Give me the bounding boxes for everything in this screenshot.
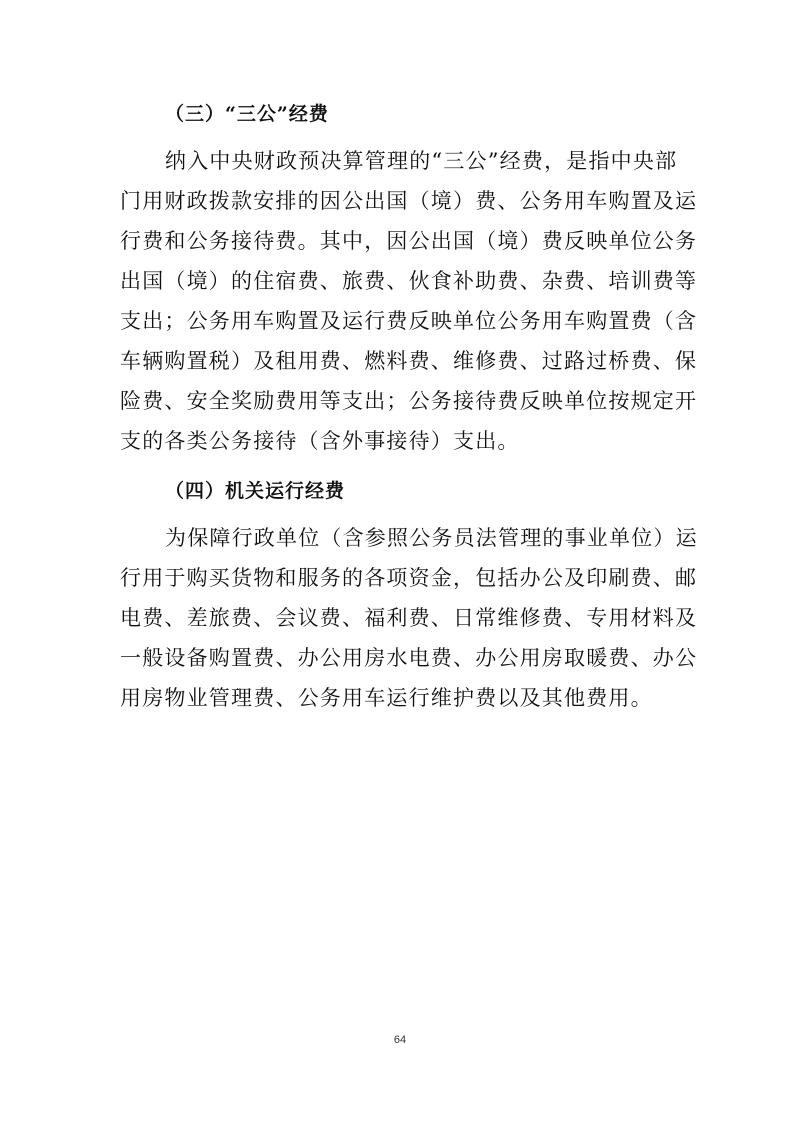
paragraph-line: 行费和公务接待费。其中，因公出国（境）费反映单位公务 (120, 229, 698, 253)
paragraph-line: 出国（境）的住宿费、旅费、伙食补助费、杂费、培训费等 (120, 269, 698, 293)
paragraph-line: 一般设备购置费、办公用房水电费、办公用房取暖费、办公 (120, 646, 698, 670)
paragraph-line: 支出；公务用车购置及运行费反映单位公务用车购置费（含 (120, 309, 698, 333)
paragraph-line: 用房物业管理费、公务用车运行维护费以及其他费用。 (120, 686, 653, 710)
paragraph-line: 车辆购置税）及租用费、燃料费、维修费、过路过桥费、保 (120, 349, 698, 373)
paragraph-line: 纳入中央财政预决算管理的“三公”经费，是指中央部 (165, 149, 678, 173)
page-number: 64 (393, 1034, 407, 1046)
paragraph-line: 电费、差旅费、会议费、福利费、日常维修费、专用材料及 (120, 606, 698, 630)
section-heading-agency-operating-expenses: （四）机关运行经费 (165, 480, 346, 502)
paragraph-line: 行用于购买货物和服务的各项资金，包括办公及印刷费、邮 (120, 566, 698, 590)
paragraph-line: 门用财政拨款安排的因公出国（境）费、公务用车购置及运 (120, 189, 698, 213)
section-heading-three-public-expenses: （三）“三公”经费 (165, 103, 329, 125)
paragraph-line: 险费、安全奖励费用等支出；公务接待费反映单位按规定开 (120, 389, 698, 413)
paragraph-line: 支的各类公务接待（含外事接待）支出。 (120, 429, 520, 453)
paragraph-line: 为保障行政单位（含参照公务员法管理的事业单位）运 (165, 526, 698, 550)
